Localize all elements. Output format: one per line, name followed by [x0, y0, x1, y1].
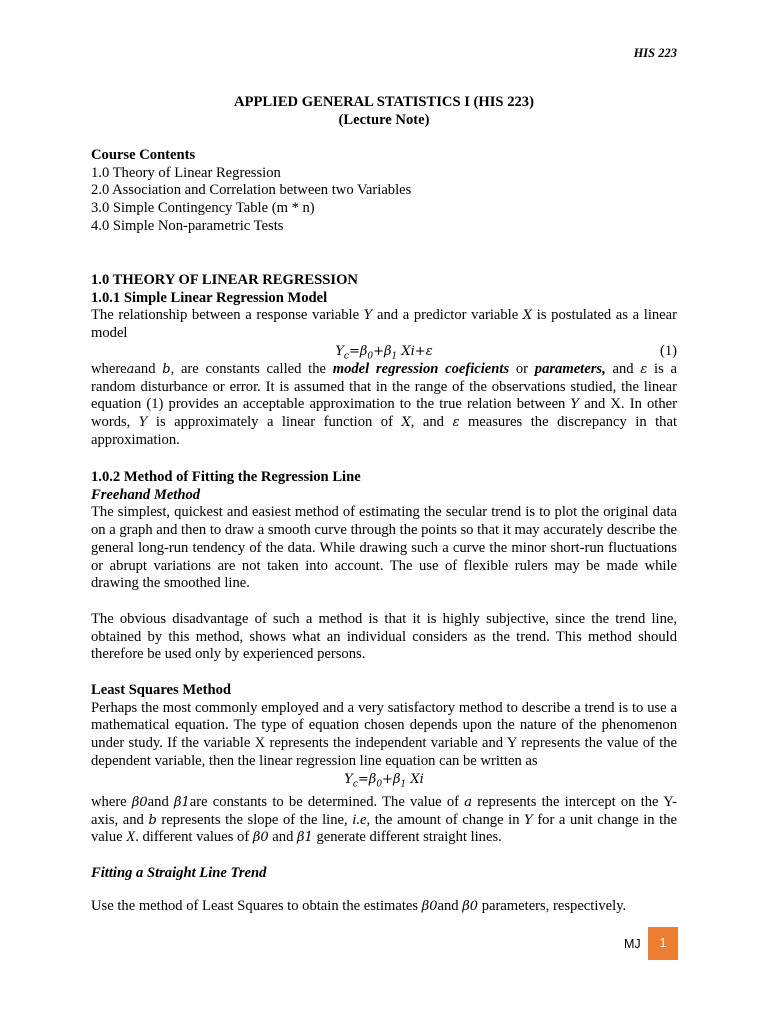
course-contents	[91, 147, 677, 236]
equation-2: $Y_c=\beta_0+\beta_1$ Xi	[344, 771, 424, 790]
header-course-code: HIS 223	[633, 46, 677, 60]
course-item: 1.0 Theory of Linear Regression	[91, 164, 281, 181]
freehand-heading: Freehand Method	[91, 486, 201, 503]
least-squares-explanation: where β0and β1are constants to be determined. The value of a represents the intercept on the Y-axis, and b represents the slope of the line, i.e, the amount of change in Y for a unit change in the value X. different values of β0 and β1 generate different straight lines.	[91, 793, 678, 846]
course-item: 2.0 Association and Correlation between two Variables	[91, 182, 412, 199]
freehand-paragraph-1: The simplest, quickest and easiest method of estimating the secular trend is to plot the original data on a graph and then to draw a smooth curve through the points so that it may accurately describe the general long-run tendency of the data. While drawing such a curve the minor short-run fluctuations or abrupt variations are not taken into account. The use of flexible rulers may be made while drawing the smoothed line.	[91, 504, 677, 592]
equation-1: $Y_c=\beta_0+\beta_1$ Xi+ε (1)	[335, 342, 677, 362]
title-line-1: APPLIED GENERAL STATISTICS I (HIS 223)	[234, 94, 534, 110]
page-number-badge: 1	[648, 927, 678, 960]
least-squares-paragraph: Perhaps the most commonly employed and a very satisfactory method to describe a trend is to use a mathematical equation. The type of equation chosen depends upon the nature of the phenomenon under study. If the variable X represents the independent variable and Y represents the value of the dependent variable, then the linear regression line equation can be written as	[91, 699, 677, 769]
subsection-heading: 1.0.1 Simple Linear Regression Model	[91, 289, 328, 306]
straight-line-trend-paragraph: Use the method of Least Squares to obtain the estimates β0and β0 parameters, respectively.	[91, 897, 627, 914]
subsection-heading: 1.0.2 Method of Fitting the Regression Line	[91, 469, 361, 485]
section-fitting-methods	[91, 469, 677, 915]
model-explanation-paragraph: whereaand b, are constants called the model regression coeficients or parameters, and ε is a random disturbance or error. It is assumed that in the range of the observations studied, the linear equation (1) provides an acceptable approximation to the true relation between Y and X. In other words, Y is approximately a linear function of X, and ε measures the discrepancy in that approximation.	[91, 360, 677, 448]
course-item: 4.0 Simple Non-parametric Tests	[91, 217, 284, 234]
course-contents-heading: Course Contents	[91, 147, 196, 163]
least-squares-heading: Least Squares Method	[91, 682, 232, 699]
freehand-paragraph-2: The obvious disadvantage of such a method is that it is highly subjective, since the trend line, obtained by this method, shows what an individual considers as the trend. This method should therefore be used only by experienced persons.	[91, 610, 677, 663]
course-item: 3.0 Simple Contingency Table (m * n)	[91, 200, 315, 217]
footer-initials: MJ	[624, 937, 641, 951]
section-linear-regression	[91, 272, 677, 449]
equation-number: (1)	[659, 342, 677, 359]
title-line-2: (Lecture Note)	[338, 111, 430, 128]
document-title	[91, 94, 677, 129]
intro-paragraph: The relationship between a response variable Y and a predictor variable X is postulated as a linear model	[91, 307, 677, 342]
section-heading: 1.0 THEORY OF LINEAR REGRESSION	[91, 272, 358, 288]
straight-line-trend-heading: Fitting a Straight Line Trend	[91, 864, 267, 881]
